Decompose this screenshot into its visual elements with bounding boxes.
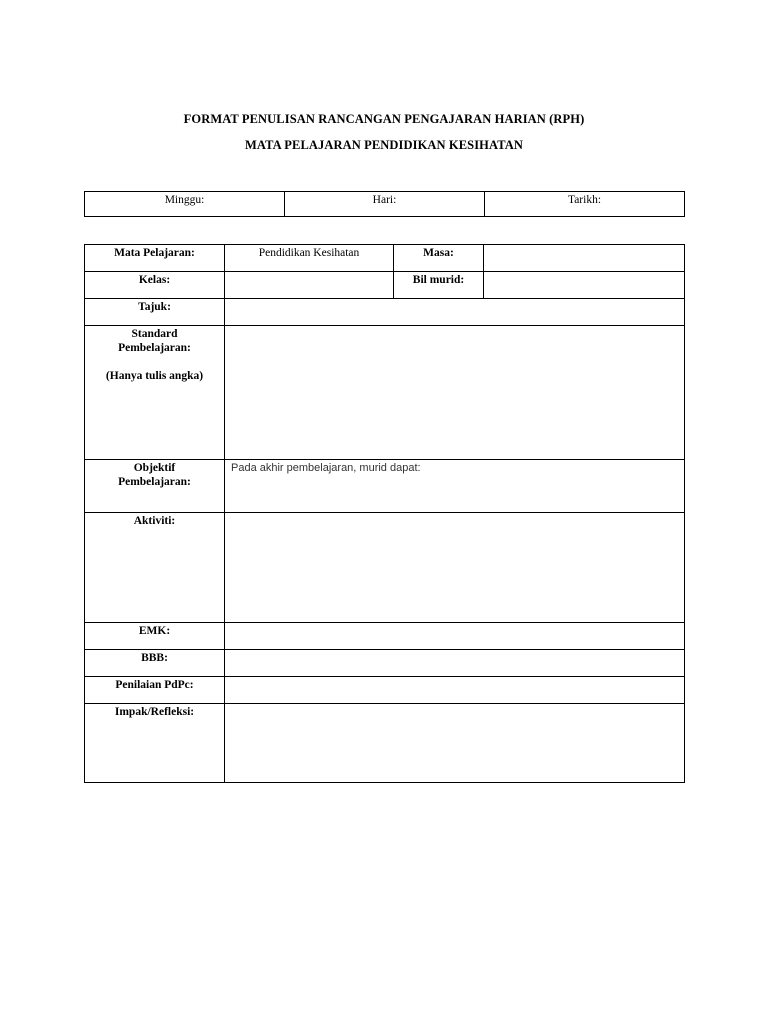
standard-field[interactable] (225, 326, 685, 460)
row-emk (85, 623, 685, 650)
aktiviti-label: Aktiviti: (85, 513, 225, 623)
mata-pelajaran-field[interactable]: Pendidikan Kesihatan (225, 245, 394, 272)
row-aktiviti (85, 513, 685, 623)
penilaian-label: Penilaian PdPc: (85, 677, 225, 704)
kelas-label: Kelas: (85, 272, 225, 299)
standard-label-line1: Standard (131, 328, 178, 340)
masa-label: Masa: (394, 245, 484, 272)
bbb-field[interactable] (225, 650, 685, 677)
tajuk-label: Tajuk: (85, 299, 225, 326)
row-standard (85, 326, 685, 460)
document-title: FORMAT PENULISAN RANCANGAN PENGAJARAN HARIAN (RPH) (183, 112, 585, 126)
emk-field[interactable] (225, 623, 685, 650)
aktiviti-field[interactable] (225, 513, 685, 623)
impak-label: Impak/Refleksi: (85, 704, 225, 783)
tajuk-field[interactable] (225, 299, 685, 326)
date-row (85, 192, 685, 217)
emk-label: EMK: (85, 623, 225, 650)
objektif-label (85, 460, 225, 513)
minggu-field[interactable]: Minggu: (85, 192, 285, 217)
row-bbb (85, 650, 685, 677)
penilaian-field[interactable] (225, 677, 685, 704)
row-impak (85, 704, 685, 783)
row-tajuk (85, 299, 685, 326)
hari-field[interactable]: Hari: (285, 192, 485, 217)
rph-table (84, 244, 685, 783)
bbb-label: BBB: (85, 650, 225, 677)
kelas-field[interactable] (225, 272, 394, 299)
row-kelas (85, 272, 685, 299)
mata-pelajaran-label: Mata Pelajaran: (85, 245, 225, 272)
bil-murid-field[interactable] (484, 272, 685, 299)
impak-field[interactable] (225, 704, 685, 783)
standard-label-line2: Pembelajaran: (118, 342, 191, 354)
masa-field[interactable] (484, 245, 685, 272)
standard-note: (Hanya tulis angka) (105, 370, 204, 382)
objektif-field[interactable]: Pada akhir pembelajaran, murid dapat: (225, 460, 685, 513)
standard-label (85, 326, 225, 460)
tarikh-field[interactable]: Tarikh: (485, 192, 685, 217)
objektif-label-line1: Objektif (133, 462, 176, 474)
row-mata-pelajaran (85, 245, 685, 272)
document-subtitle: MATA PELAJARAN PENDIDIKAN KESIHATAN (245, 138, 523, 152)
objektif-label-line2: Pembelajaran: (118, 476, 191, 488)
row-penilaian (85, 677, 685, 704)
row-objektif (85, 460, 685, 513)
bil-murid-label: Bil murid: (394, 272, 484, 299)
date-table (84, 191, 685, 217)
